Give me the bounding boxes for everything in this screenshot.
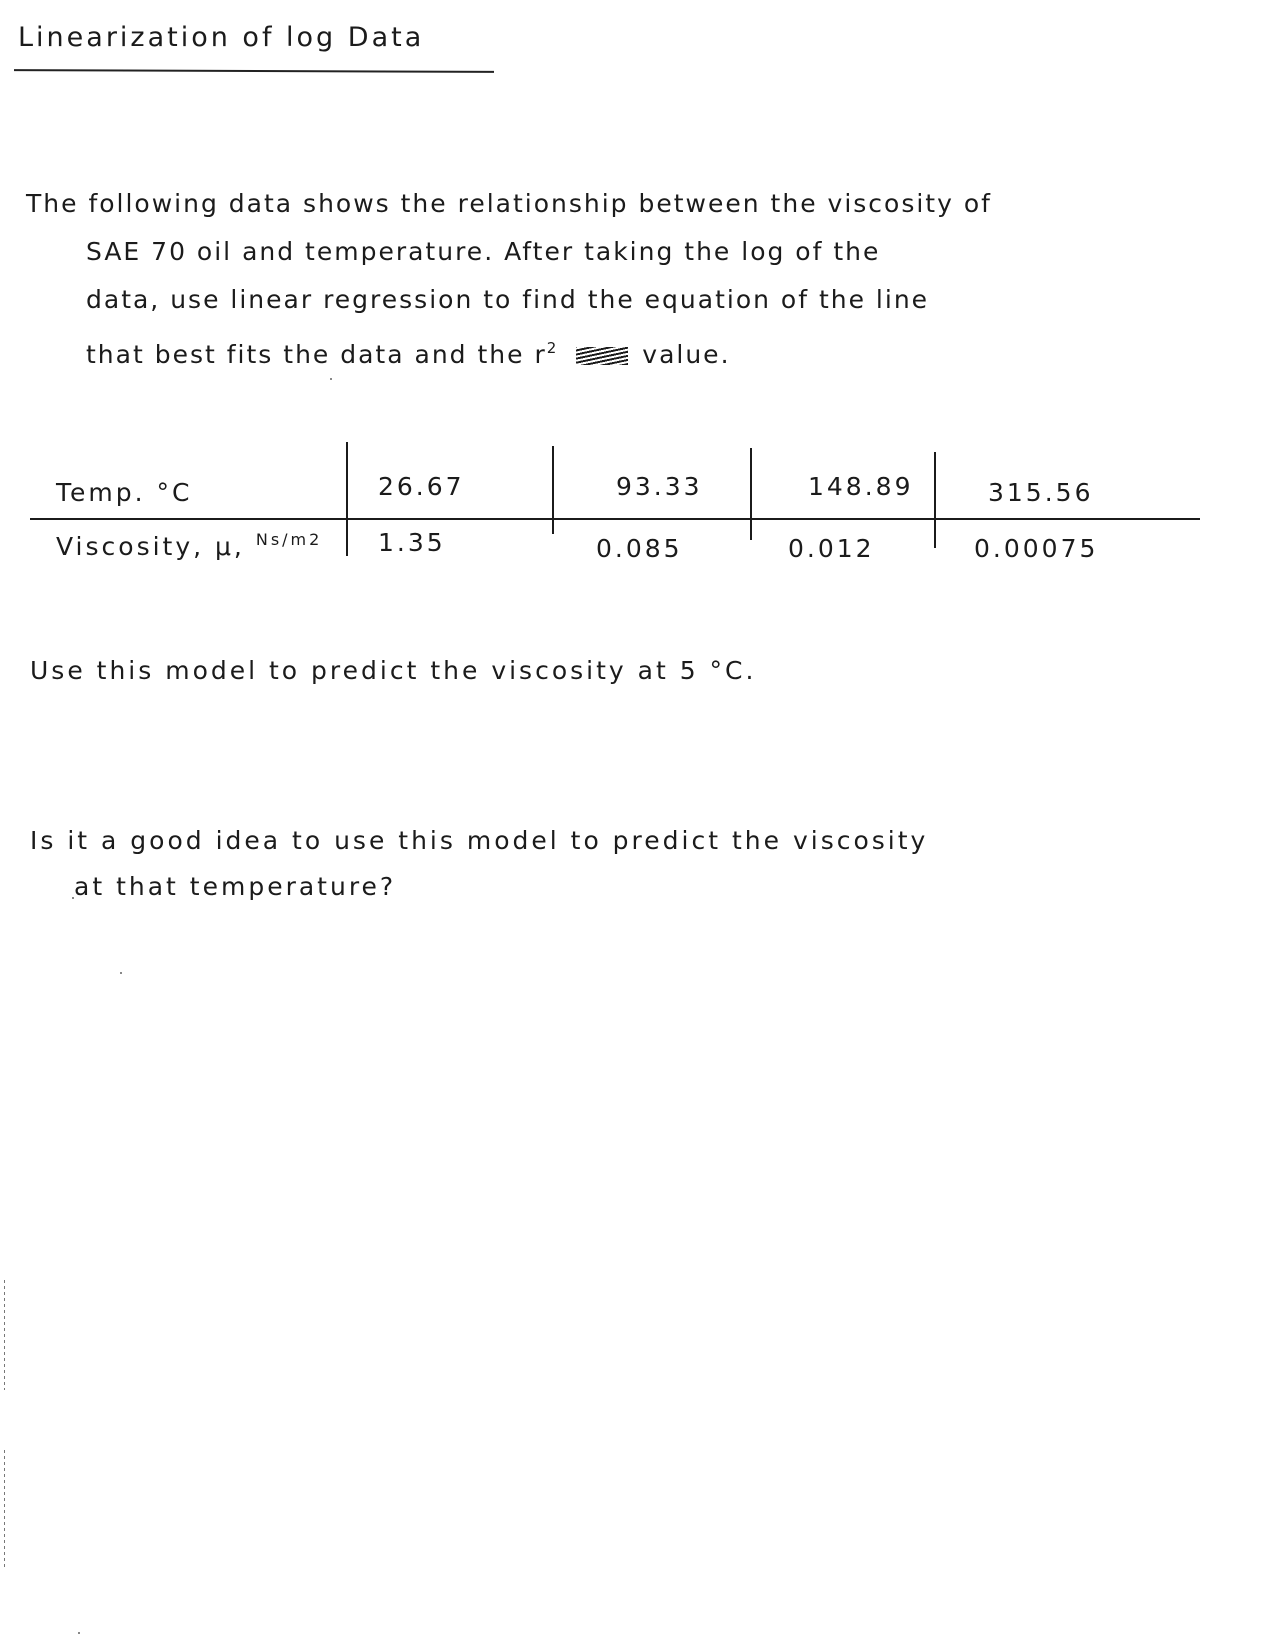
problem-line-4 [26,324,1146,379]
viscosity-cell-3: 0.012 [788,534,875,563]
table-divider-3 [750,448,752,540]
question-predict: Use this model to predict the viscosity at 5 °C. [30,656,757,685]
table-horizontal-rule [30,518,1200,520]
viscosity-label-text: Viscosity, μ, [56,532,245,561]
temp-cell-4: 315.56 [988,478,1094,507]
problem-line-1: The following data shows the relationship between the viscosity of [26,189,992,218]
worksheet-title: Linearization of log Data [18,22,425,53]
temp-cell-1: 26.67 [378,472,465,501]
scan-artifact [4,1280,5,1390]
question-2-line-2: at that temperature? [74,872,397,901]
scan-speck [120,972,122,974]
viscosity-cell-2: 0.085 [596,534,683,563]
scan-speck [330,378,332,380]
scan-speck [78,1632,80,1634]
table-divider-2 [552,446,554,534]
problem-line-4-end: value. [642,340,731,369]
viscosity-cell-1: 1.35 [378,528,446,557]
viscosity-cell-4: 0.00075 [974,534,1099,563]
question-model-validity [30,818,1210,910]
scan-artifact [4,1450,5,1570]
scribbled-out-word [576,347,628,365]
viscosity-unit: Ns/m2 [255,530,323,549]
problem-line-3: data, use linear regression to find the equation of the line [86,285,930,314]
problem-line-2: SAE 70 oil and temperature. After taking the log of the [86,237,881,266]
title-underline [14,69,494,73]
table-divider-1 [346,442,348,556]
temp-cell-3: 148.89 [808,472,914,501]
scan-speck [72,897,74,899]
viscosity-row-label [56,530,322,561]
viscosity-data-table [30,468,1200,578]
temp-cell-2: 93.33 [616,472,703,501]
problem-statement [26,180,1146,379]
question-2-line-1: Is it a good idea to use this model to predict the viscosity [30,826,929,855]
r-squared-exponent: 2 [546,339,559,357]
problem-line-4-text: that best fits the data and the r [86,340,547,369]
table-divider-4 [934,452,936,548]
temp-row-label: Temp. °C [56,478,193,507]
